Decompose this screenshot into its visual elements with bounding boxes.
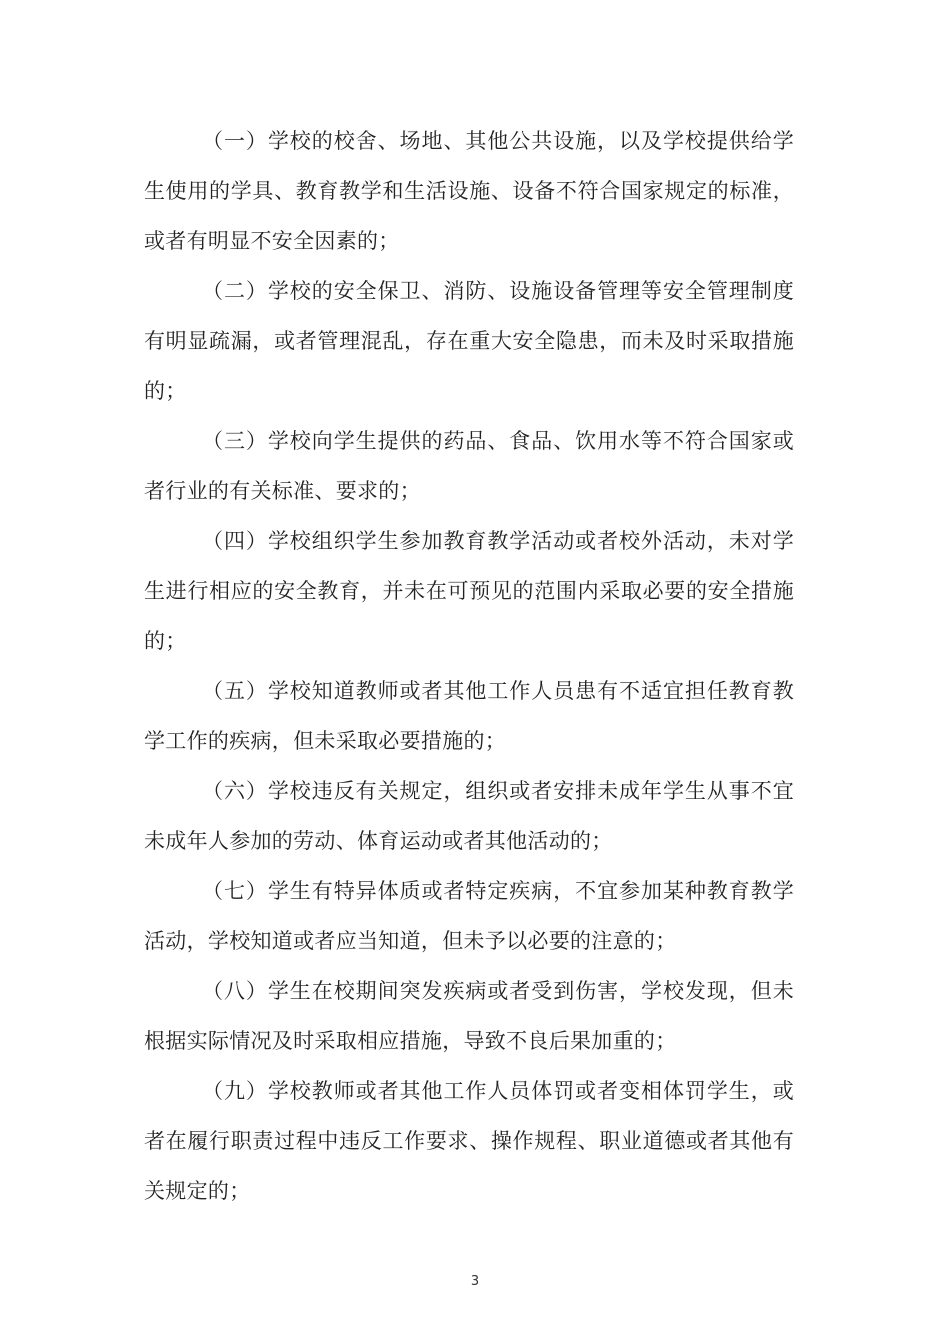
page-number: 3	[470, 1274, 480, 1289]
paragraph-item-3: （三）学校向学生提供的药品、食品、饮用水等不符合国家或者行业的有关标准、要求的；	[144, 429, 794, 503]
paragraph-item-5: （五）学校知道教师或者其他工作人员患有不适宜担任教育教学工作的疾病，但未采取必要措施的；	[144, 679, 794, 753]
paragraph-item-4: （四）学校组织学生参加教育教学活动或者校外活动，未对学生进行相应的安全教育，并未在可预见的范围内采取必要的安全措施的；	[144, 529, 794, 653]
paragraph-item-1: （一）学校的校舍、场地、其他公共设施，以及学校提供给学生使用的学具、教育教学和生活设施、设备不符合国家规定的标准，或者有明显不安全因素的；	[144, 129, 794, 253]
paragraph-item-2: （二）学校的安全保卫、消防、设施设备管理等安全管理制度有明显疏漏，或者管理混乱，存在重大安全隐患，而未及时采取措施的；	[144, 279, 794, 403]
paragraph-item-8: （八）学生在校期间突发疾病或者受到伤害，学校发现，但未根据实际情况及时采取相应措施，导致不良后果加重的；	[144, 979, 794, 1053]
paragraph-item-9: （九）学校教师或者其他工作人员体罚或者变相体罚学生，或者在履行职责过程中违反工作要求、操作规程、职业道德或者其他有关规定的；	[144, 1079, 794, 1203]
paragraph-item-7: （七）学生有特异体质或者特定疾病，不宜参加某种教育教学活动，学校知道或者应当知道，但未予以必要的注意的；	[144, 879, 794, 953]
document-body	[144, 116, 794, 1216]
paragraph-item-6: （六）学校违反有关规定，组织或者安排未成年学生从事不宜未成年人参加的劳动、体育运动或者其他活动的；	[144, 779, 794, 853]
